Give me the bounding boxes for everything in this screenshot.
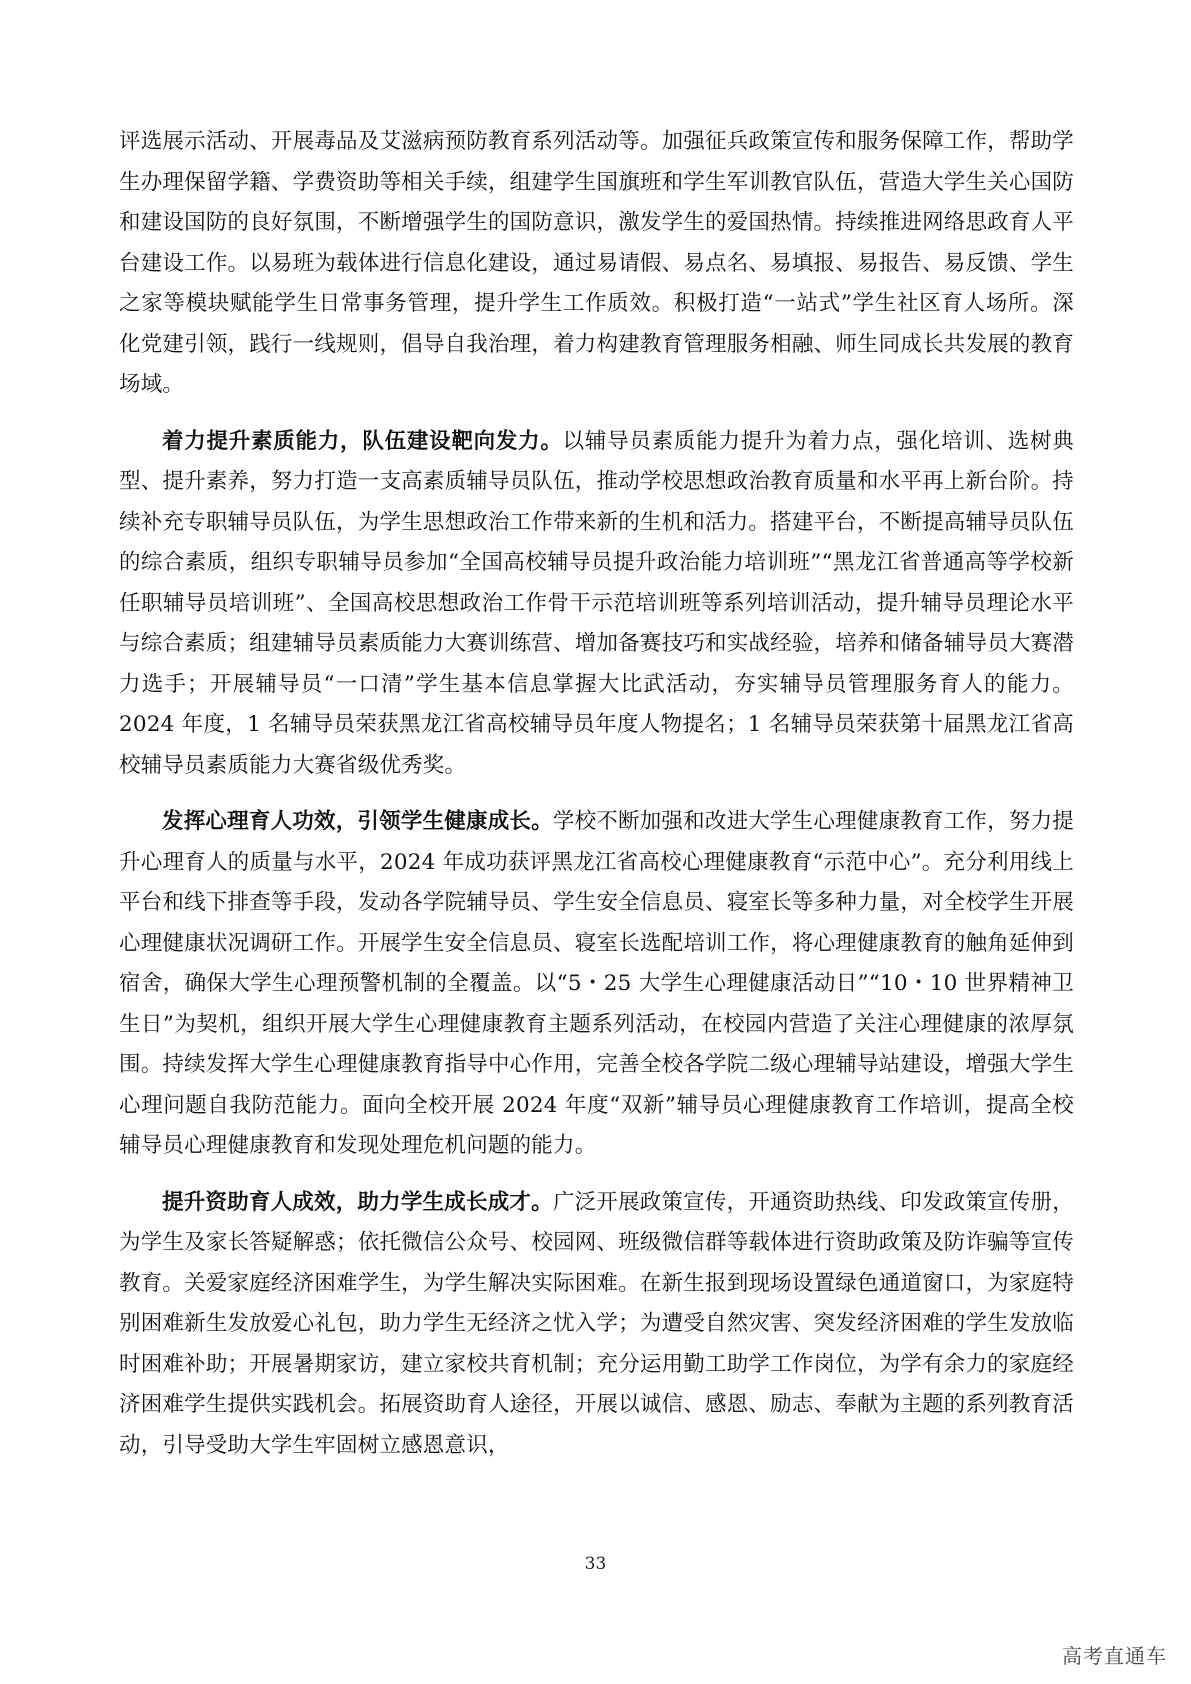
paragraph-text: 学校不断加强和改进大学生心理健康教育工作，努力提升心理育人的质量与水平，2024 年成功获评黑龙江省高校心理健康教育“示范中心”。充分利用线上平台和线下排查等手段，发动各学院辅导员、学生安全信息员、寝室长等多种力量，对全校学生开展心理健康状况调研工作。开展学生安全信息员、寝室长选配培训工作，将心理健康教育的触角延伸到宿舍，确保大学生心理预警机制的全覆盖。以“5・25 大学生心理健康活动日”“10・10 世界精神卫生日”为契机，组织开展大学生心理健康教育主题系列活动，在校园内营造了关注心理健康的浓厚氛围。持续发挥大学生心理健康教育指导中心作用，完善全校各学院二级心理辅导站建设，增强大学生心理问题自我防范能力。面向全校开展 2024 年度“双新”辅导员心理健康教育工作培训，提高全校辅导员心理健康教育和发现处理危机问题的能力。 <box>119 809 1074 1158</box>
paragraph-lead-heading: 发挥心理育人功效，引领学生健康成长。 <box>162 809 553 834</box>
paragraph-team-building <box>119 422 1074 787</box>
body-text <box>119 122 1074 1482</box>
paragraph-text: 评选展示活动、开展毒品及艾滋病预防教育系列活动等。加强征兵政策宣传和服务保障工作，帮助学生办理保留学籍、学费资助等相关手续，组建学生国旗班和学生军训教官队伍，营造大学生关心国防和建设国防的良好氛围，不断增强学生的国防意识，激发学生的爱国热情。持续推进网络思政育人平台建设工作。以易班为载体进行信息化建设，通过易请假、易点名、易填报、易报告、易反馈、学生之家等模块赋能学生日常事务管理，提升学生工作质效。积极打造“一站式”学生社区育人场所。深化党建引领，践行一线规则，倡导自我治理，着力构建教育管理服务相融、师生同成长共发展的教育场域。 <box>119 129 1074 397</box>
paragraph-text: 广泛开展政策宣传，开通资助热线、印发政策宣传册，为学生及家长答疑解惑；依托微信公众号、校园网、班级微信群等载体进行资助政策及防诈骗等宣传教育。关爱家庭经济困难学生，为学生解决实际困难。在新生报到现场设置绿色通道窗口，为家庭特别困难新生发放爱心礼包，助力学生无经济之忧入学；为遭受自然灾害、突发经济困难的学生发放临时困难补助；开展暑期家访，建立家校共育机制；充分运用勤工助学工作岗位，为学有余力的家庭经济困难学生提供实践机会。拓展资助育人途径，开展以诚信、感恩、励志、奉献为主题的系列教育活动，引导受助大学生牢固树立感恩意识， <box>119 1189 1074 1458</box>
paragraph-lead-heading: 着力提升素质能力，队伍建设靶向发力。 <box>162 428 563 454</box>
paragraph-financial-aid <box>119 1183 1074 1467</box>
paragraph-mental-health <box>119 802 1074 1167</box>
paragraph-continuation <box>119 122 1074 406</box>
watermark-text: 高考直通车 <box>1062 1644 1167 1668</box>
paragraph-lead-heading: 提升资助育人成效，助力学生成长成才。 <box>162 1189 553 1215</box>
page-number: 33 <box>584 1554 607 1574</box>
paragraph-text: 以辅导员素质能力提升为着力点，强化培训、选树典型、提升素养，努力打造一支高素质辅导员队伍，推动学校思想政治教育质量和水平再上新台阶。持续补充专职辅导员队伍，为学生思想政治工作带来新的生机和活力。搭建平台，不断提高辅导员队伍的综合素质，组织专职辅导员参加“全国高校辅导员提升政治能力培训班”“黑龙江省普通高等学校新任职辅导员培训班”、全国高校思想政治工作骨干示范培训班等系列培训活动，提升辅导员理论水平与综合素质；组建辅导员素质能力大赛训练营、增加备赛技巧和实战经验，培养和储备辅导员大赛潜力选手；开展辅导员“一口清”学生基本信息掌握大比武活动，夯实辅导员管理服务育人的能力。2024 年度，1 名辅导员荣获黑龙江省高校辅导员年度人物提名；1 名辅导员荣获第十届黑龙江省高校辅导员素质能力大赛省级优秀奖。 <box>119 428 1074 778</box>
